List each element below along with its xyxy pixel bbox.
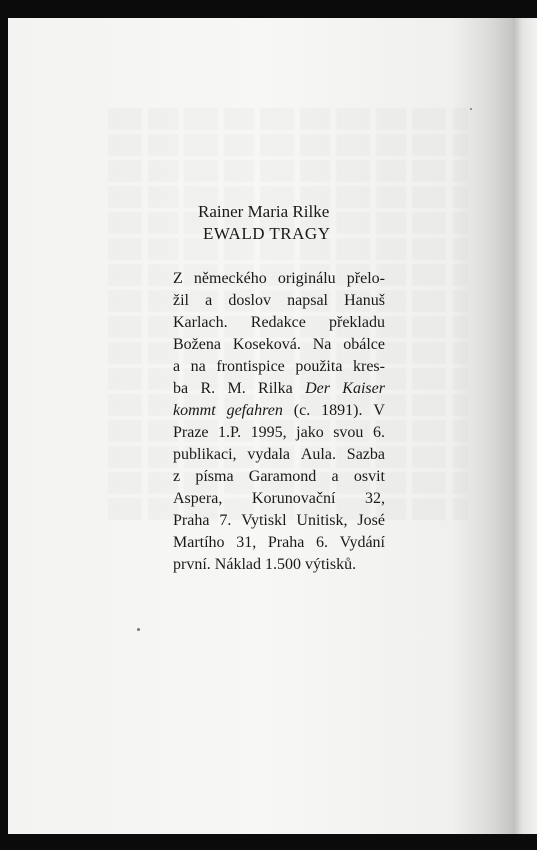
colophon-line: [173, 554, 385, 576]
colophon-line: [173, 510, 385, 532]
colophon-word: překladu: [329, 314, 385, 331]
colophon-word: 1.P.: [218, 424, 242, 441]
colophon-word: 6.: [372, 424, 385, 441]
colophon-word: M.: [227, 380, 246, 397]
colophon-word: kres-: [352, 358, 385, 375]
colophon-word: výtisků.: [304, 556, 357, 573]
colophon-word: 1.500: [264, 556, 301, 573]
colophon-word: Karlach.: [173, 314, 228, 331]
page-edge: [513, 18, 537, 834]
colophon-line: [173, 378, 385, 400]
colophon-word: jako: [296, 424, 324, 441]
colophon-word: Náklad: [214, 556, 261, 573]
colophon-word: osvit: [353, 468, 385, 485]
colophon-text: [173, 268, 385, 576]
colophon-word: frontispice: [216, 358, 285, 375]
colophon-word: a: [331, 468, 339, 485]
colophon-line: [173, 422, 385, 444]
colophon-line: [173, 268, 385, 290]
colophon-word: Unitisk,: [296, 512, 348, 529]
colophon-word: Božena: [173, 336, 221, 353]
colophon-word: Na: [312, 336, 332, 353]
colophon-word: použita: [295, 358, 343, 375]
colophon-word: kommt: [173, 402, 216, 419]
colophon-word: z: [173, 468, 181, 485]
colophon-word: Martího: [173, 534, 225, 551]
colophon-word: Korunovační: [251, 490, 336, 507]
colophon-word: Praha: [267, 534, 305, 551]
colophon-word: V: [373, 402, 385, 419]
colophon-word: Vydání: [339, 534, 385, 551]
colophon-line: [173, 532, 385, 554]
paper-speck: [137, 628, 140, 631]
colophon-word: Aspera,: [173, 490, 223, 507]
colophon-word: a: [173, 358, 181, 375]
colophon-word: gefahren: [226, 402, 283, 419]
colophon-word: Der: [305, 380, 330, 397]
colophon-line: [173, 466, 385, 488]
colophon-line: [173, 400, 385, 422]
colophon-word: svou: [333, 424, 364, 441]
paper-speck: [470, 108, 472, 110]
colophon-line: [173, 312, 385, 334]
colophon-word: R.: [200, 380, 216, 397]
colophon-word: doslov: [228, 292, 271, 309]
colophon-word: Praze: [173, 424, 209, 441]
colophon-word: José: [357, 512, 385, 529]
colophon-word: Garamond: [248, 468, 317, 485]
colophon-line: [173, 444, 385, 466]
colophon-word: napsal: [287, 292, 328, 309]
colophon-word: a: [205, 292, 213, 309]
colophon-word: Hanuš: [344, 292, 385, 309]
colophon-word: 31,: [236, 534, 257, 551]
colophon-line: [173, 290, 385, 312]
colophon-word: Aula.: [300, 446, 336, 463]
colophon-word: (c.: [293, 402, 311, 419]
colophon-word: německého: [193, 270, 267, 287]
colophon-word: originálu: [277, 270, 336, 287]
colophon-word: 1891).: [321, 402, 363, 419]
colophon-word: obálce: [343, 336, 385, 353]
colophon-word: Redakce: [250, 314, 306, 331]
colophon-word: přelo-: [346, 270, 385, 287]
colophon-word: písma: [195, 468, 234, 485]
colophon-word: na: [190, 358, 206, 375]
colophon-word: Sazba: [346, 446, 385, 463]
book-title: EWALD TRAGY: [203, 224, 331, 243]
colophon-word: 1995,: [250, 424, 287, 441]
colophon-word: Vytiskl: [241, 512, 287, 529]
colophon-word: 6.: [316, 534, 328, 551]
colophon-word: 32,: [365, 490, 385, 507]
colophon-word: Koseková.: [232, 336, 301, 353]
colophon-line: [173, 488, 385, 510]
colophon-line: [173, 334, 385, 356]
colophon-word: ba: [173, 380, 189, 397]
colophon-word: Kaiser: [342, 380, 385, 397]
colophon-word: Rilka: [258, 380, 293, 397]
author-name: Rainer Maria Rilke: [198, 202, 330, 221]
colophon-word: vydala: [247, 446, 291, 463]
colophon-word: publikaci,: [173, 446, 237, 463]
colophon-word: žil: [173, 292, 189, 309]
colophon-word: Z: [173, 270, 183, 287]
colophon-line: [173, 356, 385, 378]
colophon-word: 7.: [219, 512, 232, 529]
colophon-word: Praha: [173, 512, 210, 529]
colophon-word: první.: [173, 556, 211, 573]
